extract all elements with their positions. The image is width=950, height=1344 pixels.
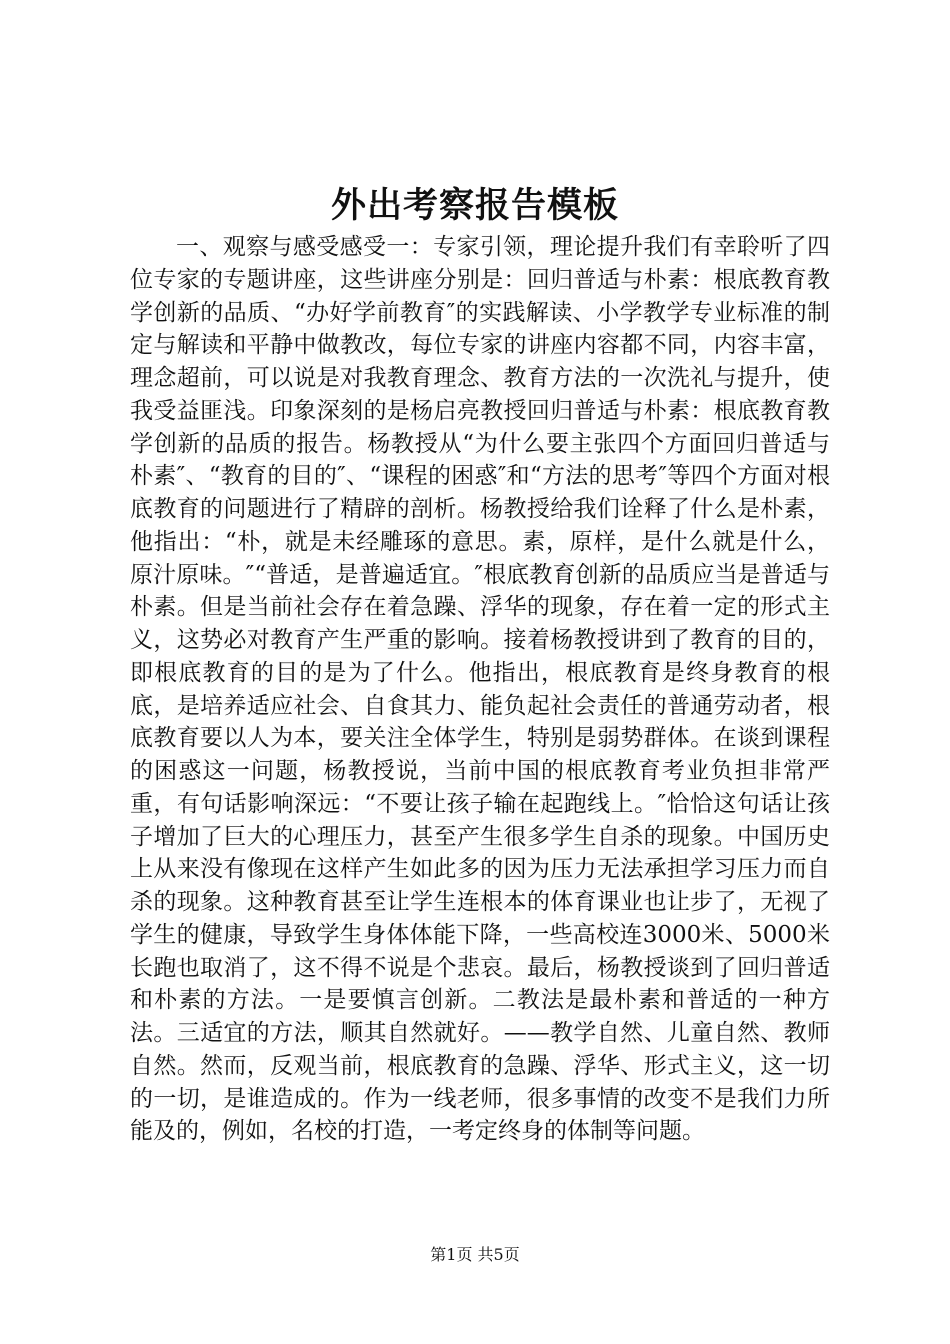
body-paragraph: 一、观察与感受感受一：专家引领，理论提升我们有幸聆听了四位专家的专题讲座，这些讲座分别是：回归普适与朴素：根底教育教学创新的品质、“办好学前教育″的实践解读、小学教学专业标准的制定与解读和平静中做教改，每位专家的讲座内容都不同，内容丰富，理念超前，可以说是对我教育理念、教育方法的一次洗礼与提升，使我受益匪浅。印象深刻的是杨启亮教授回归普适与朴素：根底教育教学创新的品质的报告。杨教授从“为什么要主张四个方面回归普适与朴素″、“教育的目的″、“课程的困惑″和“方法的思考″等四个方面对根底教育的问题进行了精辟的剖析。杨教授给我们诠释了什么是朴素，他指出：“朴，就是未经雕琢的意思。素，原样，是什么就是什么，原汁原味。″“普适，是普遍适宜。″根底教育创新的品质应当是普适与朴素。但是当前社会存在着急躁、浮华的现象，存在着一定的形式主义，这势必对教育产生严重的影响。接着杨教授讲到了教育的目的，即根底教育的目的是为了什么。他指出，根底教育是终身教育的根底，是培养适应社会、自食其力、能负起社会责任的普通劳动者，根底教育要以人为本，要关注全体学生，特别是弱势群体。在谈到课程的困惑这一问题，杨教授说，当前中国的根底教育考业负担非常严重，有句话影响深远：“不要让孩子输在起跑线上。″恰恰这句话让孩子增加了巨大的心理压力，甚至产生很多学生自杀的现象。中国历史上从来没有像现在这样产生如此多的因为压力无法承担学习压力而自杀的现象。这种教育甚至让学生连根本的体育课业也让步了，无视了学生的健康，导致学生身体体能下降，一些高校连3000米、5000米长跑也取消了，这不得不说是个悲哀。最后，杨教授谈到了回归普适和朴素的方法。一是要慎言创新。二教法是最朴素和普适的一种方法。三适宜的方法，顺其自然就好。——教学自然、儿童自然、教师自然。然而，反观当前，根底教育的急躁、浮华、形式主义，这一切的一切，是谁造成的。作为一线老师，很多事情的改变不是我们力所能及的，例如，名校的打造，一考定终身的体制等问题。 bbox=[130, 234, 830, 1145]
document-title: 外出考察报告模板 bbox=[330, 185, 619, 226]
page-number-footer: 第1页 共5页 bbox=[430, 1245, 520, 1264]
